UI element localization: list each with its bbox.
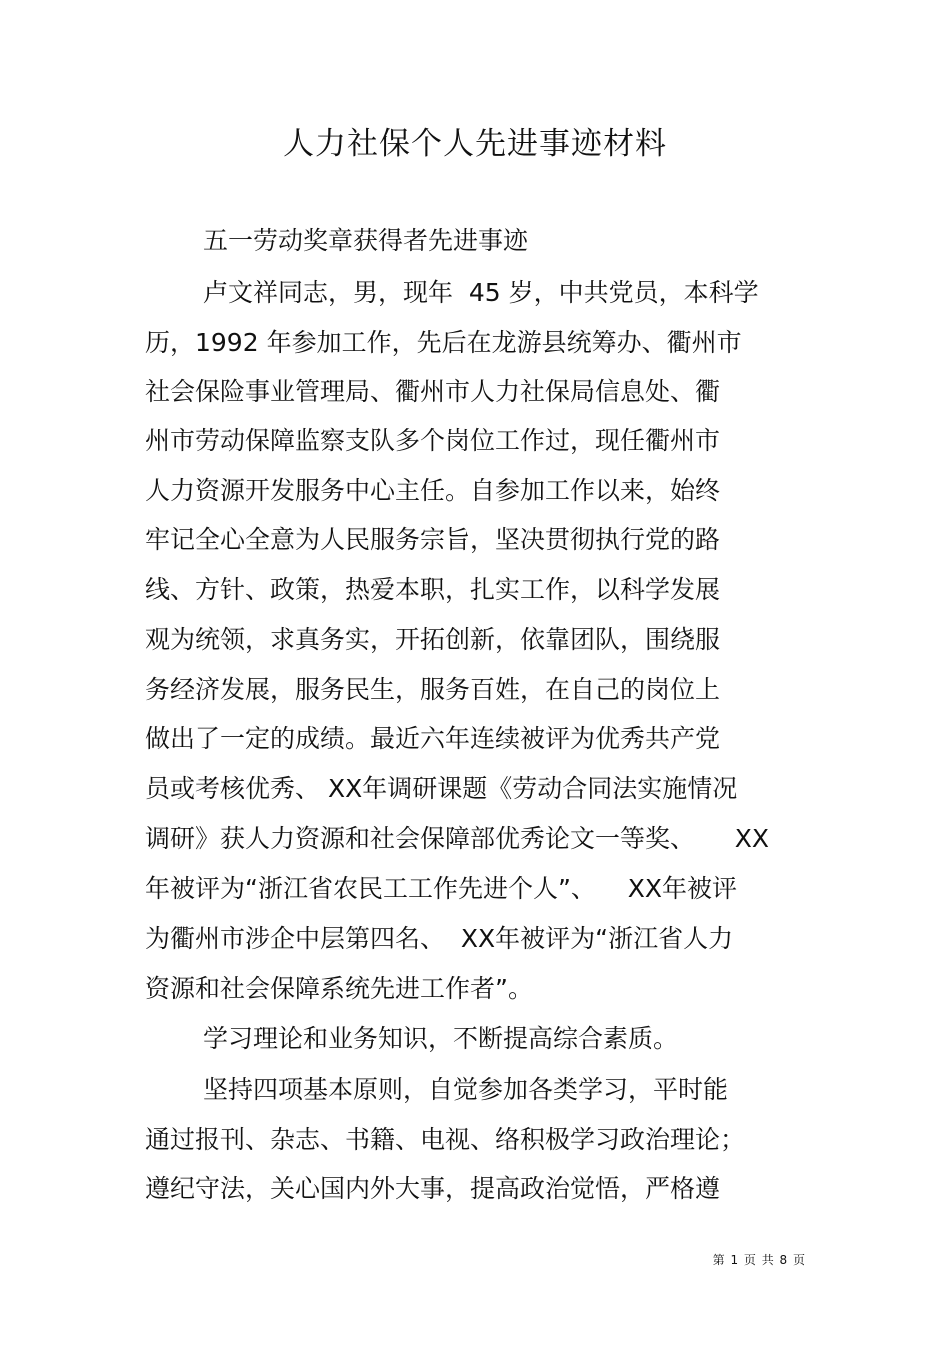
- paragraph-line: 做出了一定的成绩。最近六年连续被评为优秀共产党: [145, 724, 721, 753]
- paragraph-line: 通过报刊、杂志、书籍、电视、络积极学习政治理论；: [145, 1125, 746, 1154]
- paragraph-line: 调研》获人力资源和社会保障部优秀论文一等奖、 XX: [145, 824, 769, 853]
- document-title: 人力社保个人先进事迹材料: [283, 126, 667, 162]
- paragraph-line: 为衢州市涉企中层第四名、 XX年被评为“浙江省人力: [145, 924, 734, 953]
- paragraph-line: 务经济发展，服务民生，服务百姓，在自己的岗位上: [145, 675, 721, 704]
- paragraph-line: 员或考核优秀、 XX年调研课题《劳动合同法实施情况: [145, 774, 738, 803]
- paragraph-line: 年被评为“浙江省农民工工作先进个人”、 XX年被评: [145, 874, 737, 903]
- paragraph-line: 州市劳动保障监察支队多个岗位工作过，现任衢州市: [145, 426, 721, 455]
- paragraph-line: 卢文祥同志，男，现年 45 岁，中共党员，本科学: [203, 278, 759, 307]
- paragraph-line: 线、方针、政策，热爱本职，扎实工作，以科学发展: [145, 575, 721, 604]
- paragraph-line: 遵纪守法，关心国内外大事，提高政治觉悟，严格遵: [145, 1174, 721, 1203]
- page-number-footer: 第 1 页 共 8 页: [712, 1253, 806, 1267]
- paragraph-line: 历，1992 年参加工作，先后在龙游县统筹办、衢州市: [145, 328, 742, 357]
- paragraph-line: 观为统领，求真务实，开拓创新，依靠团队，围绕服: [145, 625, 721, 654]
- paragraph-line: 资源和社会保障系统先进工作者”。: [145, 974, 533, 1003]
- paragraph-line: 人力资源开发服务中心主任。自参加工作以来，始终: [145, 476, 721, 505]
- section-heading-study: 学习理论和业务知识，不断提高综合素质。: [203, 1024, 679, 1053]
- paragraph-line: 坚持四项基本原则，自觉参加各类学习，平时能: [203, 1075, 729, 1104]
- paragraph-line: 牢记全心全意为人民服务宗旨，坚决贯彻执行党的路: [145, 525, 721, 554]
- paragraph-line: 社会保险事业管理局、衢州市人力社保局信息处、衢: [145, 377, 721, 406]
- section-heading-labor-medal: 五一劳动奖章获得者先进事迹: [203, 226, 529, 255]
